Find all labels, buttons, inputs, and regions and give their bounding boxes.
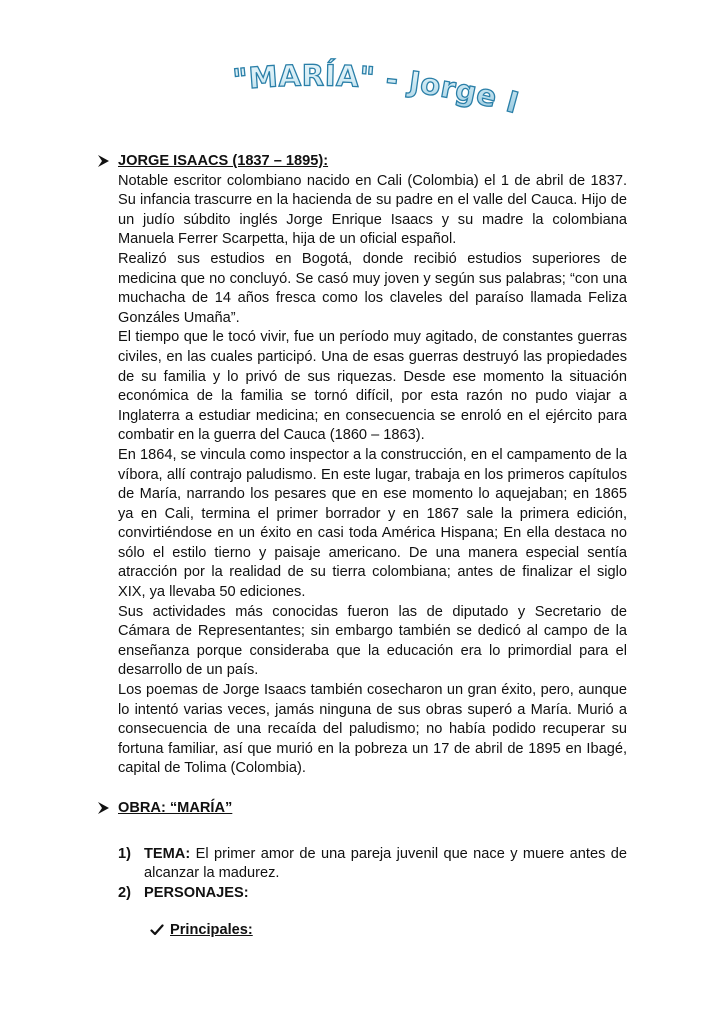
section-work (92, 799, 627, 819)
check-icon (150, 923, 164, 937)
list-number: 2) (118, 884, 131, 901)
paragraph: Los poemas de Jorge Isaacs también cosecharon un gran éxito, pero, aunque lo intentó varias veces, jamás ninguna de sus obras superó a María. Murió a consecuencia de una recaída del paludismo; no había podido recuperar su fortuna familiar, así que murió en la pobreza un 17 de abril de 1895 en Ibagé, capital de Tolima (Colombia). (118, 682, 627, 777)
title-wordart (215, 25, 526, 142)
section-heading: OBRA: “MARÍA” (118, 800, 233, 816)
section-biography (92, 152, 627, 779)
paragraph: Notable escritor colombiano nacido en Cali (Colombia) el 1 de abril de 1837. Su infancia trascurre en la hacienda de su padre en el valle del Cauca. Hijo de un judío súbdito inglés Jorge Enrique Isaacs y su madre la colombiana Manuela Ferrer Scarpetta, hija de un oficial español. (118, 172, 627, 248)
list-item-personajes (118, 884, 627, 904)
list-label: TEMA: (144, 845, 191, 862)
list-text: El primer amor de una pareja juvenil que nace y muere antes de alcanzar la madurez. (144, 845, 627, 882)
sub-heading: Principales: (170, 922, 253, 939)
paragraph: El tiempo que le tocó vivir, fue un período muy agitado, de constantes guerras civiles, en las cuales participó. Una de esas guerras destruyó las propiedades de su familia y lo privó de sus riquezas. Desde ese momento la situación económica de la familia se tornó difícil, por esta razón no pudo viajar a Inglaterra a estudiar medicina; en consecuencia se enroló en el ejército para combatir en la guerra del Cauca (1860 – 1863). (118, 329, 627, 444)
title-wordart-svg (215, 25, 526, 142)
section-heading: JORGE ISAACS (1837 – 1895): (118, 153, 329, 169)
main-content (92, 152, 627, 941)
paragraph: Sus actividades más conocidas fueron las de diputado y Secretario de Cámara de Representantes; sin embargo también se dedicó al campo de la enseñanza porque consideraba que la educación era lo primordial para el desarrollo de un país. (118, 603, 627, 679)
sub-item-principales (148, 921, 627, 941)
list-number: 1) (118, 845, 131, 862)
paragraph: En 1864, se vincula como inspector a la construcción, en el campamento de la víbora, allí contrajo paludismo. En este lugar, trabaja en los primeros capítulos de María, narrando los pesares que en ese momento lo aquejaban; en 1865 ya en Cali, termina el primer borrador y en 1867 sale la primera edición, convirtiéndose en un éxito en casi toda América Hispana; En ella destaca no sólo el estilo tierno y paisaje americano. De una manera especial sentía atracción por la realidad de su tierra colombiana; antes de finalizar el siglo XIX, ya llevaba 50 ediciones. (118, 446, 627, 601)
title-text: "MARÍA" - Jorge Isaacs (215, 25, 523, 121)
list-label: PERSONAJES: (144, 884, 249, 901)
sub-list (118, 921, 627, 941)
list-item-tema (118, 845, 627, 884)
numbered-list (92, 845, 627, 941)
arrow-bullet-icon (96, 800, 112, 816)
paragraph: Realizó sus estudios en Bogotá, donde recibió estudios superiores de medicina que no concluyó. Se casó muy joven y según sus palabras; “con una muchacha de 14 años fresca como los claveles del paraíso llamada Feliza Gonzáles Umaña”. (118, 250, 627, 326)
arrow-bullet-icon (96, 153, 112, 169)
